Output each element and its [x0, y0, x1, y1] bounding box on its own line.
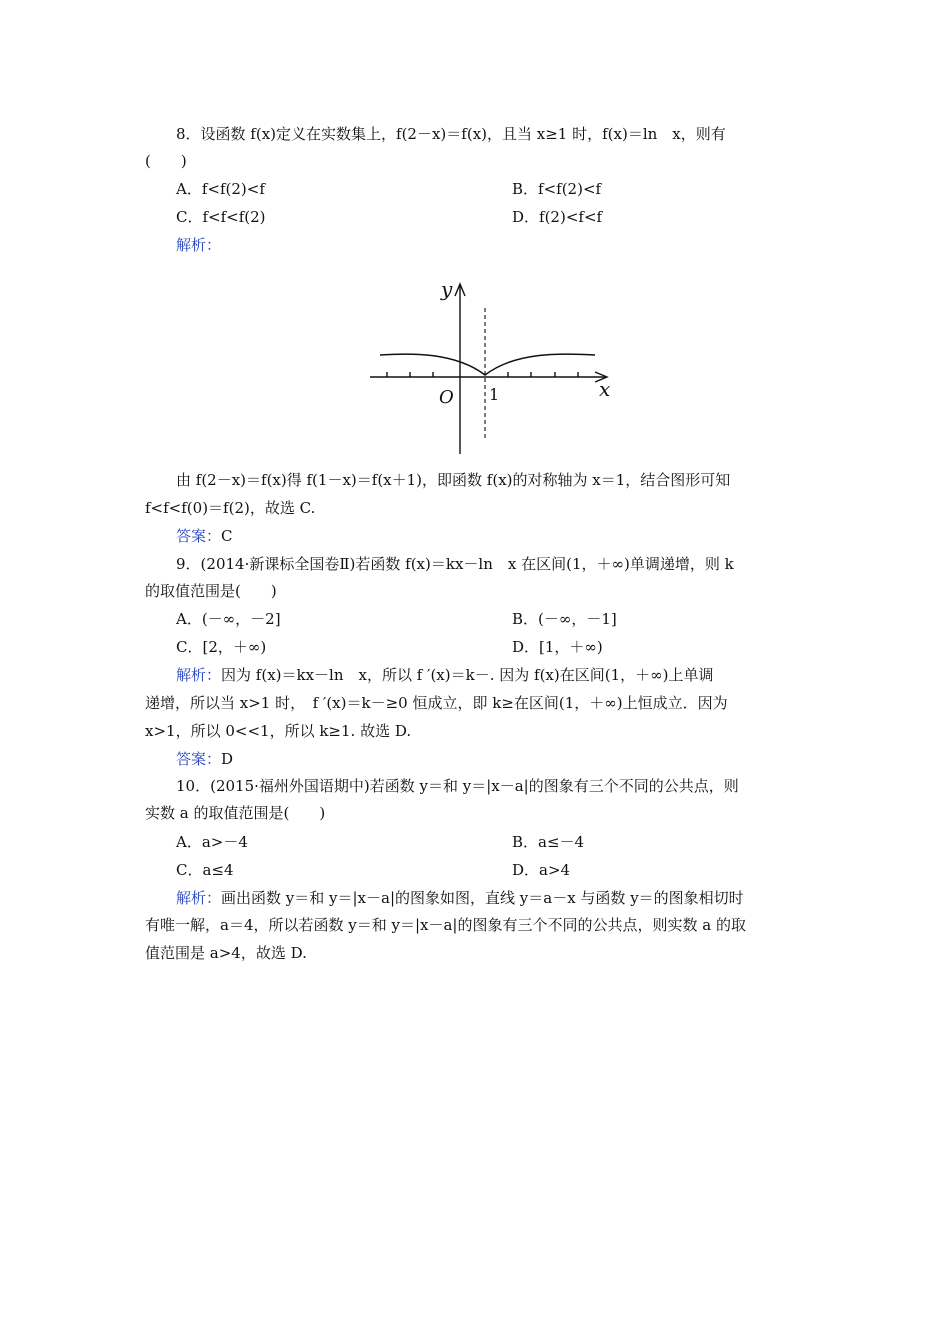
- y-axis-label: y: [441, 277, 453, 301]
- q10-option-d: D．a>4: [512, 861, 571, 879]
- q10-option-b: B．a≤－4: [512, 833, 585, 851]
- q8-explanation-line-2: f<f<f(0)＝f(2)，故选 C.: [145, 499, 316, 517]
- q10-explanation-line-3: 值范围是 a>4，故选 D.: [145, 944, 307, 962]
- q10-option-a: A．a>－4: [176, 833, 248, 851]
- q9-answer-value: D: [221, 750, 234, 768]
- q8-answer: [176, 526, 233, 546]
- q10-option-c: C．a≤4: [176, 861, 234, 879]
- q9-explanation-line-2: 递增，所以当 x>1 时， f ′(x)＝k－≥0 恒成立，即 k≥在区间(1，＋∞)上恒成立．因为: [145, 694, 728, 712]
- q10-stem-line-2: 实数 a 的取值范围是( ): [145, 804, 326, 822]
- q8-answer-label: 答案：: [176, 527, 222, 545]
- x-axis-label: x: [599, 377, 611, 401]
- q9-stem-line-2: 的取值范围是( ): [145, 582, 277, 600]
- q8-function-graph: [365, 276, 615, 458]
- q9-explanation-text-1: 因为 f(x)＝kx－ln x，所以 f ′(x)＝k－. 因为 f(x)在区间(1，＋∞)上单调: [221, 666, 714, 684]
- q9-explanation-line-3: x>1，所以 0<<1，所以 k≥1. 故选 D.: [145, 722, 412, 740]
- q9-answer-label: 答案：: [176, 750, 222, 768]
- q10-explanation-line-2: 有唯一解，a＝4，所以若函数 y＝和 y＝|x－a|的图象有三个不同的公共点，则实数 a 的取: [145, 916, 746, 934]
- q9-option-c: C．[2，＋∞): [176, 638, 267, 656]
- q9-explanation-line-1: [176, 665, 713, 685]
- q9-option-d: D．[1，＋∞): [512, 638, 603, 656]
- q8-option-a: A．f<f(2)<f: [176, 180, 265, 198]
- q10-analysis-label: 解析：: [176, 889, 222, 907]
- q8-explanation-line-1: 由 f(2－x)＝f(x)得 f(1－x)＝f(x＋1)，即函数 f(x)的对称轴为 x＝1，结合图形可知: [176, 471, 731, 489]
- q8-stem-line-1: 8．设函数 f(x)定义在实数集上，f(2－x)＝f(x)，且当 x≥1 时，f(x)＝ln x，则有: [176, 125, 726, 143]
- origin-label: O: [439, 387, 454, 408]
- q10-explanation-line-1: [176, 888, 744, 908]
- q8-stem-line-2: ( ): [145, 152, 187, 170]
- q8-option-d: D．f(2)<f<f: [512, 208, 603, 226]
- q9-option-b: B．(－∞，－1]: [512, 610, 617, 628]
- q9-answer: [176, 749, 233, 769]
- q8-option-c: C．f<f<f(2): [176, 208, 266, 226]
- q9-stem-line-1: 9．(2014·新课标全国卷Ⅱ)若函数 f(x)＝kx－ln x 在区间(1，＋∞)单调递增，则 k: [176, 555, 734, 573]
- q9-option-a: A．(－∞，－2]: [176, 610, 281, 628]
- q9-analysis-label: 解析：: [176, 666, 222, 684]
- q10-explanation-text-1: 画出函数 y＝和 y＝|x－a|的图象如图，直线 y＝a－x 与函数 y＝的图象相切时: [221, 889, 744, 907]
- q8-answer-value: C: [221, 527, 233, 545]
- function-curve: [380, 354, 595, 375]
- q8-analysis-label: 解析：: [176, 236, 222, 254]
- q10-stem-line-1: 10．(2015·福州外国语期中)若函数 y＝和 y＝|x－a|的图象有三个不同的公共点，则: [176, 777, 739, 795]
- tick-label-1: 1: [489, 385, 500, 404]
- q8-option-b: B．f<f(2)<f: [512, 180, 602, 198]
